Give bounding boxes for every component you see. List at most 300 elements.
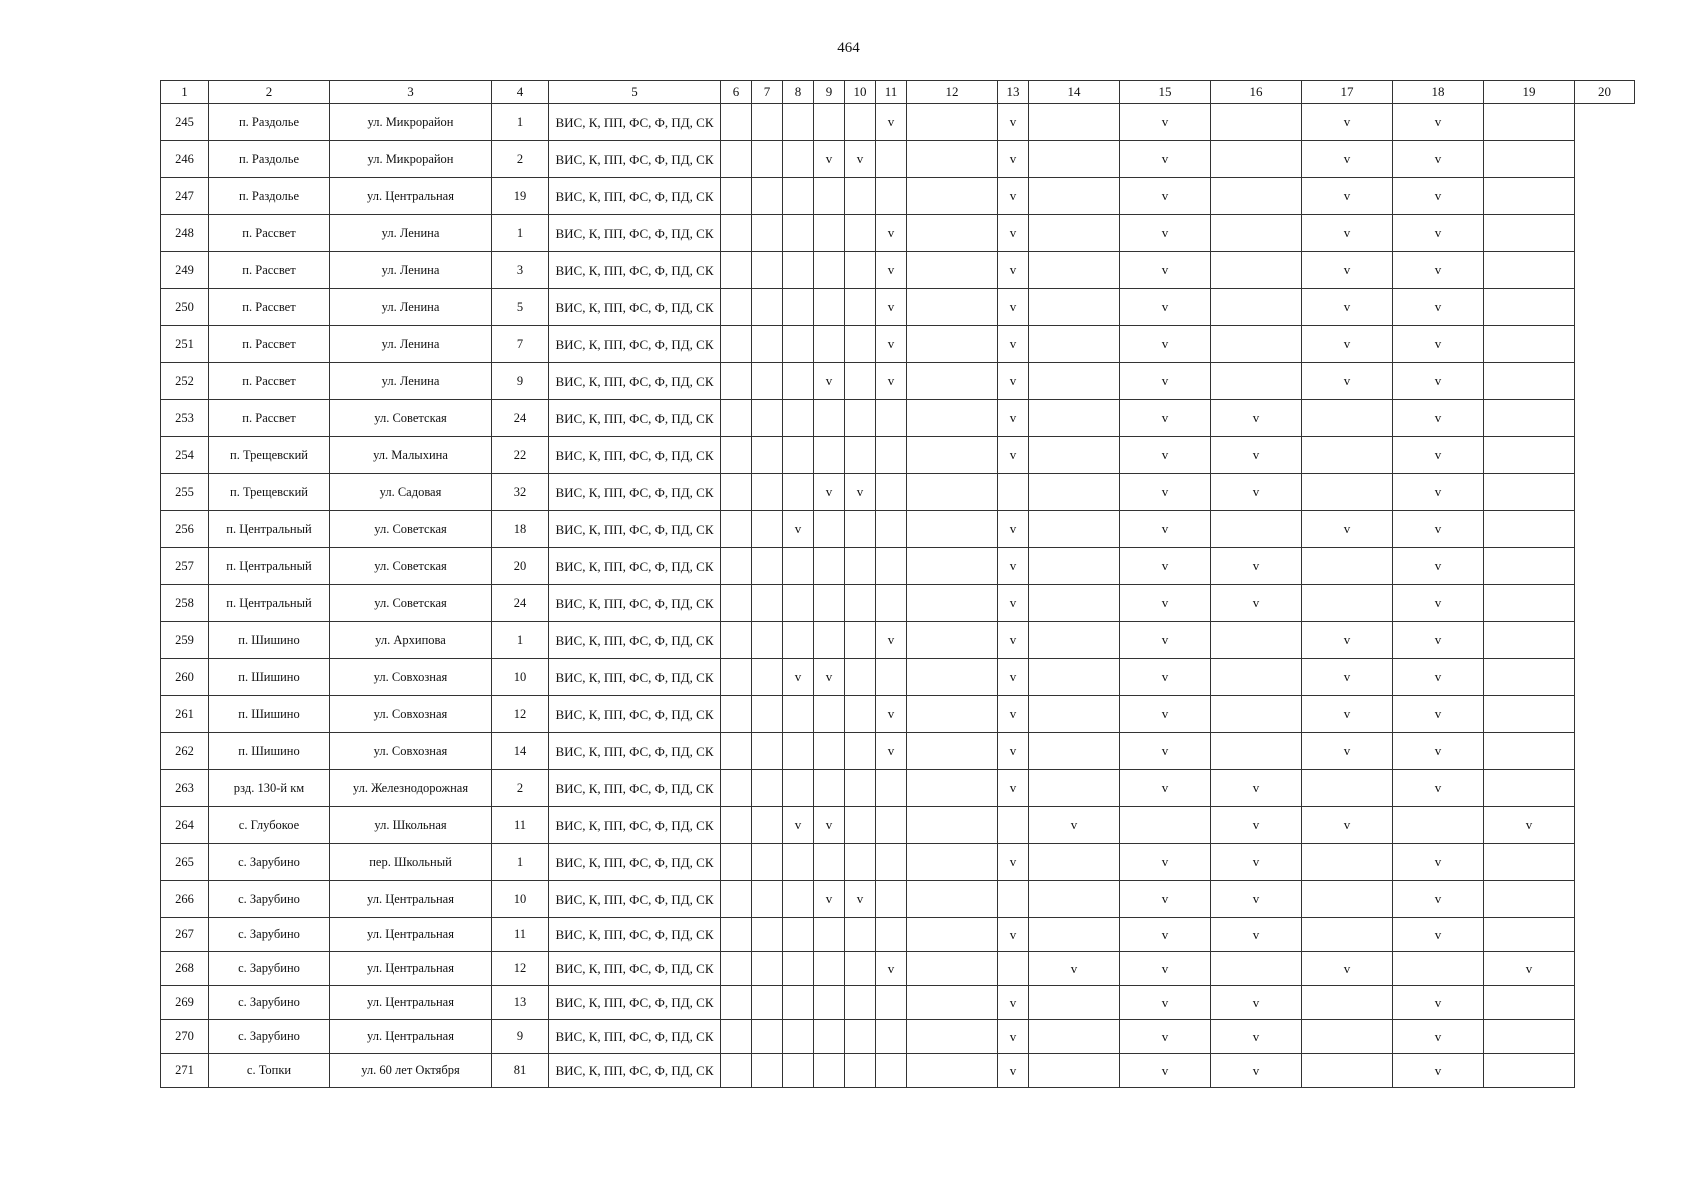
check-mark-cell: v [814, 474, 845, 511]
check-mark-cell: v [1393, 437, 1484, 474]
check-mark-cell [1029, 548, 1120, 585]
check-mark-cell: v [998, 733, 1029, 770]
check-mark-cell [752, 733, 783, 770]
register-table [160, 80, 1635, 1088]
equipment-types-cell: ВИС, К, ПП, ФС, Ф, ПД, СК [549, 511, 721, 548]
check-mark-cell [1484, 215, 1575, 252]
table-row [161, 215, 1635, 252]
table-row [161, 770, 1635, 807]
check-mark-cell [721, 733, 752, 770]
equipment-types-cell: ВИС, К, ПП, ФС, Ф, ПД, СК [549, 1054, 721, 1088]
check-mark-cell: v [1120, 474, 1211, 511]
equipment-types-cell: ВИС, К, ПП, ФС, Ф, ПД, СК [549, 807, 721, 844]
check-mark-cell [1029, 844, 1120, 881]
settlement-cell: с. Топки [209, 1054, 330, 1088]
check-mark-cell [1211, 733, 1302, 770]
row-number-cell: 247 [161, 178, 209, 215]
check-mark-cell [845, 807, 876, 844]
check-mark-cell [1029, 252, 1120, 289]
check-mark-cell [1029, 474, 1120, 511]
check-mark-cell [1484, 437, 1575, 474]
check-mark-cell: v [1211, 807, 1302, 844]
check-mark-cell [1302, 844, 1393, 881]
house-number-cell: 14 [492, 733, 549, 770]
check-mark-cell: v [1029, 807, 1120, 844]
street-cell: ул. Железнодорожная [330, 770, 492, 807]
check-mark-cell: v [1302, 104, 1393, 141]
check-mark-cell: v [1120, 141, 1211, 178]
equipment-types-cell: ВИС, К, ПП, ФС, Ф, ПД, СК [549, 363, 721, 400]
street-cell: ул. Центральная [330, 881, 492, 918]
check-mark-cell [998, 881, 1029, 918]
check-mark-cell [1029, 733, 1120, 770]
check-mark-cell [1029, 289, 1120, 326]
check-mark-cell: v [1302, 952, 1393, 986]
house-number-cell: 20 [492, 548, 549, 585]
column-header: 18 [1393, 81, 1484, 104]
column-header: 3 [330, 81, 492, 104]
check-mark-cell [1484, 1054, 1575, 1088]
check-mark-cell: v [1393, 548, 1484, 585]
house-number-cell: 5 [492, 289, 549, 326]
check-mark-cell: v [998, 400, 1029, 437]
column-header: 9 [814, 81, 845, 104]
check-mark-cell [1484, 326, 1575, 363]
check-mark-cell [1211, 696, 1302, 733]
check-mark-cell [752, 326, 783, 363]
house-number-cell: 11 [492, 918, 549, 952]
check-mark-cell: v [1120, 178, 1211, 215]
check-mark-cell [814, 844, 845, 881]
check-mark-cell [876, 437, 907, 474]
check-mark-cell: v [998, 511, 1029, 548]
settlement-cell: с. Зарубино [209, 844, 330, 881]
check-mark-cell: v [1393, 252, 1484, 289]
settlement-cell: п. Рассвет [209, 252, 330, 289]
check-mark-cell [845, 733, 876, 770]
check-mark-cell: v [998, 178, 1029, 215]
house-number-cell: 9 [492, 363, 549, 400]
check-mark-cell [752, 474, 783, 511]
column-header: 16 [1211, 81, 1302, 104]
check-mark-cell [752, 215, 783, 252]
house-number-cell: 1 [492, 844, 549, 881]
check-mark-cell: v [1211, 548, 1302, 585]
check-mark-cell: v [1393, 215, 1484, 252]
check-mark-cell [1211, 289, 1302, 326]
check-mark-cell [1484, 881, 1575, 918]
check-mark-cell: v [1211, 437, 1302, 474]
check-mark-cell: v [1393, 986, 1484, 1020]
street-cell: ул. Ленина [330, 363, 492, 400]
street-cell: ул. Микрорайон [330, 141, 492, 178]
settlement-cell: п. Шишино [209, 696, 330, 733]
settlement-cell: с. Зарубино [209, 881, 330, 918]
check-mark-cell: v [876, 363, 907, 400]
check-mark-cell: v [876, 252, 907, 289]
check-mark-cell [1029, 696, 1120, 733]
check-mark-cell [814, 289, 845, 326]
check-mark-cell [907, 215, 998, 252]
settlement-cell: п. Рассвет [209, 289, 330, 326]
check-mark-cell [752, 918, 783, 952]
check-mark-cell [845, 585, 876, 622]
check-mark-cell: v [1393, 363, 1484, 400]
settlement-cell: п. Центральный [209, 585, 330, 622]
check-mark-cell [876, 918, 907, 952]
column-header: 17 [1302, 81, 1393, 104]
check-mark-cell [752, 437, 783, 474]
row-number-cell: 256 [161, 511, 209, 548]
check-mark-cell [721, 844, 752, 881]
house-number-cell: 1 [492, 622, 549, 659]
check-mark-cell: v [1211, 986, 1302, 1020]
check-mark-cell: v [814, 659, 845, 696]
check-mark-cell [1484, 844, 1575, 881]
table-body [161, 104, 1635, 1088]
row-number-cell: 261 [161, 696, 209, 733]
row-number-cell: 253 [161, 400, 209, 437]
equipment-types-cell: ВИС, К, ПП, ФС, Ф, ПД, СК [549, 770, 721, 807]
column-header: 15 [1120, 81, 1211, 104]
check-mark-cell: v [1393, 104, 1484, 141]
check-mark-cell [1029, 178, 1120, 215]
check-mark-cell [1484, 918, 1575, 952]
check-mark-cell [1211, 659, 1302, 696]
check-mark-cell [845, 215, 876, 252]
check-mark-cell: v [1211, 770, 1302, 807]
row-number-cell: 268 [161, 952, 209, 986]
check-mark-cell [783, 696, 814, 733]
equipment-types-cell: ВИС, К, ПП, ФС, Ф, ПД, СК [549, 326, 721, 363]
house-number-cell: 24 [492, 585, 549, 622]
check-mark-cell [876, 141, 907, 178]
check-mark-cell [752, 844, 783, 881]
check-mark-cell [876, 178, 907, 215]
header-row [161, 81, 1635, 104]
check-mark-cell: v [998, 844, 1029, 881]
check-mark-cell [1211, 178, 1302, 215]
street-cell: ул. Совхозная [330, 696, 492, 733]
check-mark-cell: v [998, 252, 1029, 289]
settlement-cell: с. Зарубино [209, 1020, 330, 1054]
check-mark-cell: v [1120, 881, 1211, 918]
check-mark-cell: v [1393, 1054, 1484, 1088]
street-cell: ул. Центральная [330, 1020, 492, 1054]
check-mark-cell [783, 215, 814, 252]
house-number-cell: 13 [492, 986, 549, 1020]
check-mark-cell [721, 141, 752, 178]
row-number-cell: 266 [161, 881, 209, 918]
check-mark-cell [876, 659, 907, 696]
check-mark-cell: v [814, 363, 845, 400]
check-mark-cell: v [1120, 289, 1211, 326]
equipment-types-cell: ВИС, К, ПП, ФС, Ф, ПД, СК [549, 733, 721, 770]
check-mark-cell [1393, 952, 1484, 986]
check-mark-cell [783, 252, 814, 289]
check-mark-cell: v [1393, 1020, 1484, 1054]
equipment-types-cell: ВИС, К, ПП, ФС, Ф, ПД, СК [549, 215, 721, 252]
check-mark-cell [1302, 986, 1393, 1020]
check-mark-cell [907, 622, 998, 659]
check-mark-cell [998, 952, 1029, 986]
table-row [161, 326, 1635, 363]
row-number-cell: 255 [161, 474, 209, 511]
check-mark-cell [721, 474, 752, 511]
check-mark-cell: v [1211, 1054, 1302, 1088]
equipment-types-cell: ВИС, К, ПП, ФС, Ф, ПД, СК [549, 918, 721, 952]
check-mark-cell [1029, 918, 1120, 952]
check-mark-cell: v [998, 696, 1029, 733]
check-mark-cell [907, 844, 998, 881]
check-mark-cell: v [1484, 952, 1575, 986]
check-mark-cell [907, 952, 998, 986]
check-mark-cell: v [845, 881, 876, 918]
check-mark-cell [907, 474, 998, 511]
check-mark-cell: v [1120, 252, 1211, 289]
check-mark-cell [783, 400, 814, 437]
check-mark-cell [721, 104, 752, 141]
street-cell: ул. Совхозная [330, 733, 492, 770]
column-header: 1 [161, 81, 209, 104]
check-mark-cell: v [1120, 696, 1211, 733]
check-mark-cell [814, 986, 845, 1020]
check-mark-cell [907, 770, 998, 807]
check-mark-cell [721, 178, 752, 215]
check-mark-cell [1211, 141, 1302, 178]
settlement-cell: п. Центральный [209, 548, 330, 585]
street-cell: ул. Ленина [330, 252, 492, 289]
check-mark-cell [907, 289, 998, 326]
check-mark-cell [814, 104, 845, 141]
column-header: 14 [1029, 81, 1120, 104]
equipment-types-cell: ВИС, К, ПП, ФС, Ф, ПД, СК [549, 696, 721, 733]
check-mark-cell [721, 215, 752, 252]
check-mark-cell [1302, 918, 1393, 952]
check-mark-cell [845, 548, 876, 585]
check-mark-cell: v [814, 881, 845, 918]
check-mark-cell [1029, 326, 1120, 363]
check-mark-cell [845, 918, 876, 952]
check-mark-cell [876, 548, 907, 585]
check-mark-cell [752, 400, 783, 437]
check-mark-cell: v [876, 952, 907, 986]
check-mark-cell [814, 215, 845, 252]
settlement-cell: п. Шишино [209, 659, 330, 696]
table-row [161, 141, 1635, 178]
settlement-cell: п. Рассвет [209, 363, 330, 400]
check-mark-cell [907, 1020, 998, 1054]
check-mark-cell: v [1302, 363, 1393, 400]
check-mark-cell [845, 1054, 876, 1088]
column-header: 20 [1575, 81, 1635, 104]
settlement-cell: п. Трещевский [209, 474, 330, 511]
check-mark-cell: v [1120, 363, 1211, 400]
check-mark-cell [845, 622, 876, 659]
settlement-cell: п. Раздолье [209, 104, 330, 141]
equipment-types-cell: ВИС, К, ПП, ФС, Ф, ПД, СК [549, 952, 721, 986]
house-number-cell: 24 [492, 400, 549, 437]
check-mark-cell [845, 400, 876, 437]
check-mark-cell: v [1393, 733, 1484, 770]
check-mark-cell [1484, 696, 1575, 733]
check-mark-cell [845, 289, 876, 326]
check-mark-cell: v [1484, 807, 1575, 844]
check-mark-cell [814, 770, 845, 807]
check-mark-cell: v [1211, 881, 1302, 918]
check-mark-cell: v [1302, 659, 1393, 696]
check-mark-cell [1029, 986, 1120, 1020]
check-mark-cell [814, 733, 845, 770]
check-mark-cell: v [1120, 952, 1211, 986]
check-mark-cell [1211, 511, 1302, 548]
row-number-cell: 270 [161, 1020, 209, 1054]
street-cell: ул. Центральная [330, 178, 492, 215]
check-mark-cell [1302, 437, 1393, 474]
table-row [161, 104, 1635, 141]
check-mark-cell [783, 952, 814, 986]
check-mark-cell [783, 1054, 814, 1088]
equipment-types-cell: ВИС, К, ПП, ФС, Ф, ПД, СК [549, 659, 721, 696]
check-mark-cell [1120, 807, 1211, 844]
check-mark-cell [1211, 104, 1302, 141]
table-row [161, 807, 1635, 844]
check-mark-cell [1302, 474, 1393, 511]
equipment-types-cell: ВИС, К, ПП, ФС, Ф, ПД, СК [549, 178, 721, 215]
row-number-cell: 257 [161, 548, 209, 585]
check-mark-cell [998, 807, 1029, 844]
check-mark-cell [1484, 474, 1575, 511]
check-mark-cell [1029, 363, 1120, 400]
check-mark-cell: v [1393, 844, 1484, 881]
check-mark-cell: v [876, 289, 907, 326]
check-mark-cell [845, 696, 876, 733]
row-number-cell: 264 [161, 807, 209, 844]
equipment-types-cell: ВИС, К, ПП, ФС, Ф, ПД, СК [549, 437, 721, 474]
settlement-cell: п. Раздолье [209, 141, 330, 178]
page-number: 464 [837, 40, 860, 56]
table-row [161, 252, 1635, 289]
check-mark-cell: v [1029, 952, 1120, 986]
check-mark-cell [1302, 1054, 1393, 1088]
check-mark-cell: v [1120, 104, 1211, 141]
check-mark-cell [783, 289, 814, 326]
check-mark-cell [907, 511, 998, 548]
check-mark-cell [752, 548, 783, 585]
check-mark-cell: v [1120, 1020, 1211, 1054]
check-mark-cell [752, 807, 783, 844]
check-mark-cell: v [998, 215, 1029, 252]
check-mark-cell [907, 807, 998, 844]
check-mark-cell: v [1120, 770, 1211, 807]
column-header: 2 [209, 81, 330, 104]
check-mark-cell [721, 326, 752, 363]
check-mark-cell [1029, 1020, 1120, 1054]
check-mark-cell: v [876, 622, 907, 659]
check-mark-cell: v [1120, 622, 1211, 659]
house-number-cell: 10 [492, 659, 549, 696]
check-mark-cell [752, 622, 783, 659]
check-mark-cell [752, 1054, 783, 1088]
street-cell: ул. Ленина [330, 215, 492, 252]
table-row [161, 548, 1635, 585]
check-mark-cell: v [783, 807, 814, 844]
check-mark-cell [845, 659, 876, 696]
house-number-cell: 9 [492, 1020, 549, 1054]
equipment-types-cell: ВИС, К, ПП, ФС, Ф, ПД, СК [549, 141, 721, 178]
row-number-cell: 245 [161, 104, 209, 141]
house-number-cell: 12 [492, 952, 549, 986]
check-mark-cell [907, 141, 998, 178]
check-mark-cell [1029, 400, 1120, 437]
check-mark-cell [1484, 178, 1575, 215]
check-mark-cell: v [998, 918, 1029, 952]
check-mark-cell [814, 1020, 845, 1054]
check-mark-cell: v [1393, 178, 1484, 215]
check-mark-cell: v [783, 659, 814, 696]
check-mark-cell [783, 881, 814, 918]
table-row [161, 511, 1635, 548]
check-mark-cell [814, 952, 845, 986]
column-header: 4 [492, 81, 549, 104]
check-mark-cell: v [998, 1054, 1029, 1088]
check-mark-cell [721, 952, 752, 986]
row-number-cell: 260 [161, 659, 209, 696]
check-mark-cell: v [1393, 400, 1484, 437]
check-mark-cell [783, 104, 814, 141]
table-row [161, 178, 1635, 215]
check-mark-cell [752, 104, 783, 141]
check-mark-cell [907, 363, 998, 400]
check-mark-cell: v [998, 363, 1029, 400]
check-mark-cell: v [1393, 696, 1484, 733]
check-mark-cell [814, 511, 845, 548]
check-mark-cell: v [998, 770, 1029, 807]
check-mark-cell [998, 474, 1029, 511]
house-number-cell: 11 [492, 807, 549, 844]
check-mark-cell [752, 986, 783, 1020]
column-header: 11 [876, 81, 907, 104]
check-mark-cell [752, 252, 783, 289]
equipment-types-cell: ВИС, К, ПП, ФС, Ф, ПД, СК [549, 252, 721, 289]
check-mark-cell: v [1302, 696, 1393, 733]
house-number-cell: 3 [492, 252, 549, 289]
column-header: 8 [783, 81, 814, 104]
check-mark-cell: v [1393, 289, 1484, 326]
check-mark-cell [907, 548, 998, 585]
check-mark-cell [845, 1020, 876, 1054]
check-mark-cell [1484, 585, 1575, 622]
house-number-cell: 12 [492, 696, 549, 733]
settlement-cell: п. Трещевский [209, 437, 330, 474]
check-mark-cell [1029, 659, 1120, 696]
settlement-cell: с. Глубокое [209, 807, 330, 844]
check-mark-cell [721, 585, 752, 622]
check-mark-cell: v [1302, 733, 1393, 770]
check-mark-cell: v [1120, 733, 1211, 770]
check-mark-cell [752, 659, 783, 696]
check-mark-cell [783, 986, 814, 1020]
check-mark-cell [1302, 1020, 1393, 1054]
check-mark-cell [814, 622, 845, 659]
table-row [161, 733, 1635, 770]
check-mark-cell [876, 986, 907, 1020]
table-row [161, 289, 1635, 326]
table-row [161, 1054, 1635, 1088]
check-mark-cell: v [1393, 881, 1484, 918]
street-cell: ул. Садовая [330, 474, 492, 511]
check-mark-cell: v [814, 141, 845, 178]
